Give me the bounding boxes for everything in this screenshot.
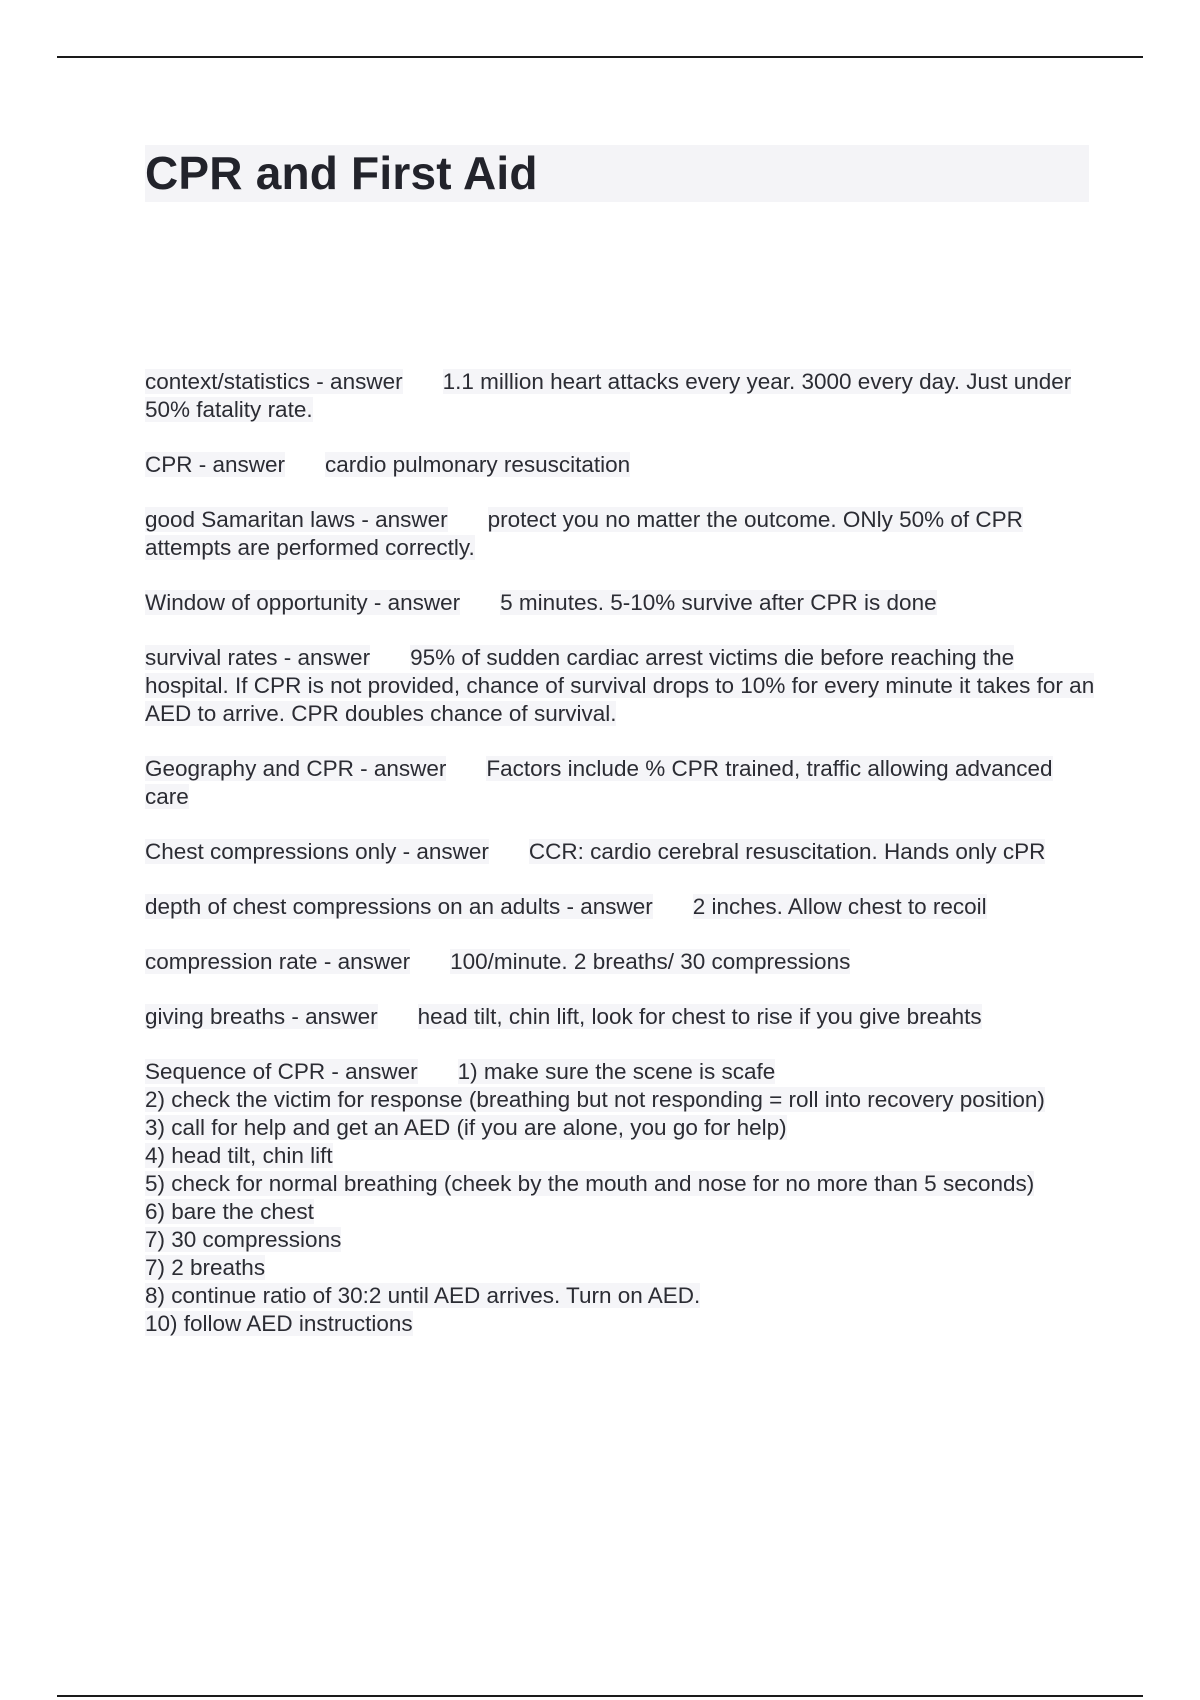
sequence-step-item bbox=[145, 1114, 1095, 1142]
sequence-step-item bbox=[145, 1310, 1095, 1338]
sequence-step: 8) continue ratio of 30:2 until AED arrives. Turn on AED. bbox=[145, 1283, 701, 1308]
sequence-step: 7) 2 breaths bbox=[145, 1255, 266, 1280]
card-answer: 2 inches. Allow chest to recoil bbox=[692, 894, 987, 919]
card-term: giving breaths - answer bbox=[145, 1004, 378, 1029]
flashcard-sequence bbox=[145, 1058, 1095, 1338]
card-answer: CCR: cardio cerebral resuscitation. Hands only cPR bbox=[528, 839, 1046, 864]
sequence-step-item bbox=[145, 1226, 1095, 1254]
sequence-step: 6) bare the chest bbox=[145, 1199, 314, 1224]
card-answer: 100/minute. 2 breaths/ 30 compressions bbox=[450, 949, 851, 974]
card-term: depth of chest compressions on an adults - answer bbox=[145, 894, 653, 919]
card-term: CPR - answer bbox=[145, 452, 286, 477]
page-title: CPR and First Aid bbox=[145, 147, 538, 199]
sequence-step: 5) check for normal breathing (cheek by the mouth and nose for no more than 5 seconds) bbox=[145, 1171, 1035, 1196]
card-term: Window of opportunity - answer bbox=[145, 590, 461, 615]
sequence-step-item bbox=[145, 1170, 1095, 1198]
sequence-step: 7) 30 compressions bbox=[145, 1227, 342, 1252]
flashcard bbox=[145, 589, 1095, 617]
card-answer: Factors include % CPR trained, traffic allowing advanced care bbox=[145, 756, 1053, 809]
sequence-step-item bbox=[145, 1254, 1095, 1282]
sequence-step-item bbox=[145, 1282, 1095, 1310]
card-term: Sequence of CPR - answer bbox=[145, 1059, 418, 1084]
card-answer: head tilt, chin lift, look for chest to rise if you give breahts bbox=[417, 1004, 982, 1029]
sequence-step-item bbox=[145, 1086, 1095, 1114]
sequence-steps bbox=[145, 1086, 1095, 1338]
flashcard bbox=[145, 948, 1095, 976]
card-term: Geography and CPR - answer bbox=[145, 756, 447, 781]
sequence-step-item bbox=[145, 1142, 1095, 1170]
card-term: good Samaritan laws - answer bbox=[145, 507, 448, 532]
card-answer: protect you no matter the outcome. ONly 50% of CPR attempts are performed correctly. bbox=[145, 507, 1023, 560]
card-answer: 95% of sudden cardiac arrest victims die before reaching the hospital. If CPR is not provided, chance of survival drops to 10% for every minute it takes for an AED to arrive. CPR doubles chance of survival. bbox=[145, 645, 1095, 726]
flashcard bbox=[145, 838, 1095, 866]
flashcard bbox=[145, 368, 1095, 424]
flashcard-list bbox=[145, 368, 1095, 1365]
flashcard bbox=[145, 1003, 1095, 1031]
card-term: context/statistics - answer bbox=[145, 369, 403, 394]
sequence-step: 2) check the victim for response (breathing but not responding = roll into recovery position) bbox=[145, 1087, 1045, 1112]
card-answer: 1.1 million heart attacks every year. 3000 every day. Just under 50% fatality rate. bbox=[145, 369, 1072, 422]
sequence-step: 1) make sure the scene is scafe bbox=[457, 1059, 776, 1084]
sequence-step: 3) call for help and get an AED (if you are alone, you go for help) bbox=[145, 1115, 787, 1140]
card-answer: 5 minutes. 5-10% survive after CPR is done bbox=[500, 590, 937, 615]
flashcard bbox=[145, 506, 1095, 562]
sequence-step: 10) follow AED instructions bbox=[145, 1311, 413, 1336]
flashcard bbox=[145, 451, 1095, 479]
flashcard bbox=[145, 755, 1095, 811]
card-term: compression rate - answer bbox=[145, 949, 411, 974]
card-answer: cardio pulmonary resuscitation bbox=[325, 452, 631, 477]
flashcard bbox=[145, 893, 1095, 921]
sequence-step-item bbox=[145, 1198, 1095, 1226]
card-term: Chest compressions only - answer bbox=[145, 839, 489, 864]
card-term: survival rates - answer bbox=[145, 645, 371, 670]
flashcard bbox=[145, 644, 1095, 728]
top-rule bbox=[57, 56, 1143, 58]
bottom-rule bbox=[57, 1695, 1143, 1697]
sequence-step: 4) head tilt, chin lift bbox=[145, 1143, 333, 1168]
